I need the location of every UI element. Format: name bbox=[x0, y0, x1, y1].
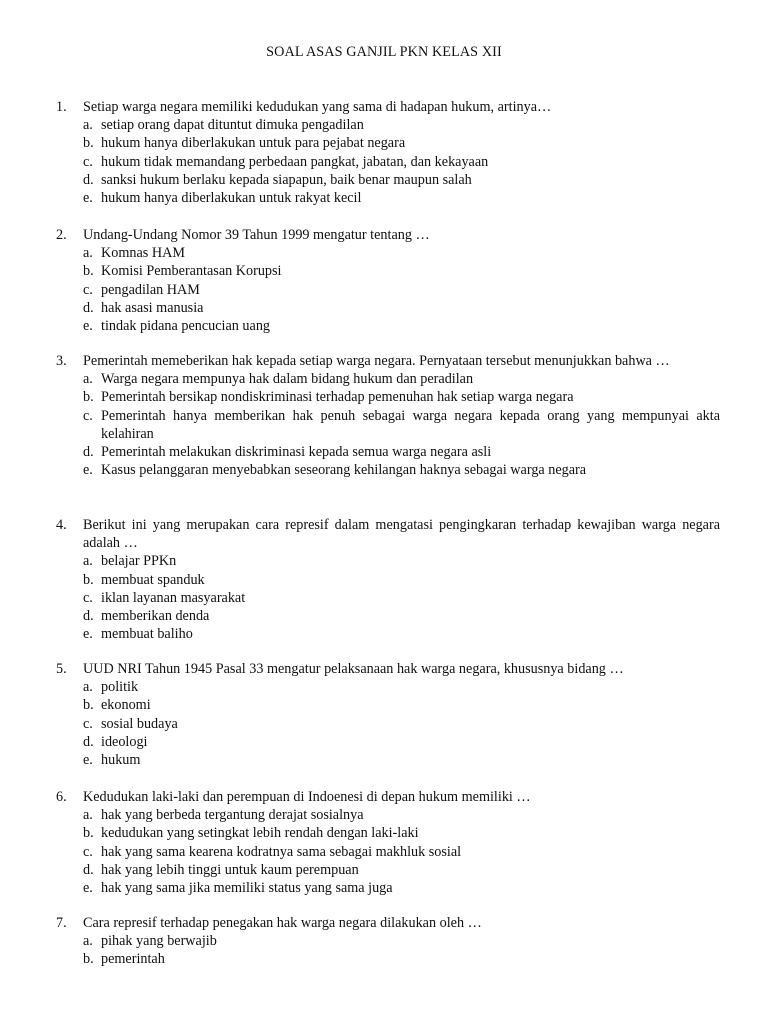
option-text: membuat baliho bbox=[101, 626, 193, 643]
option-text: belajar PPKn bbox=[101, 553, 177, 570]
option-b bbox=[56, 388, 720, 406]
question-5 bbox=[56, 660, 720, 769]
option-letter: d. bbox=[83, 444, 94, 461]
option-e bbox=[56, 751, 720, 769]
option-text: membuat spanduk bbox=[101, 571, 205, 588]
option-letter: b. bbox=[83, 389, 94, 406]
option-list bbox=[56, 244, 720, 335]
question-1 bbox=[56, 98, 720, 207]
question-text: Undang-Undang Nomor 39 Tahun 1999 mengatur tentang … bbox=[83, 227, 430, 243]
option-text: hak yang sama jika memiliki status yang sama juga bbox=[101, 880, 393, 897]
option-list bbox=[56, 806, 720, 897]
option-letter: c. bbox=[83, 843, 93, 860]
question-3 bbox=[56, 352, 720, 479]
option-text: Komisi Pemberantasan Korupsi bbox=[101, 263, 282, 280]
option-letter: c. bbox=[83, 407, 93, 424]
question-number: 2. bbox=[56, 227, 67, 243]
option-text: hak asasi manusia bbox=[101, 299, 204, 316]
option-letter: c. bbox=[83, 281, 93, 298]
option-b bbox=[56, 950, 720, 968]
question-number: 7. bbox=[56, 915, 67, 931]
option-text: pihak yang berwajib bbox=[101, 933, 217, 950]
option-c bbox=[56, 407, 720, 443]
option-text: sanksi hukum berlaku kepada siapapun, baik benar maupun salah bbox=[101, 171, 472, 188]
option-letter: a. bbox=[83, 679, 93, 696]
option-e bbox=[56, 625, 720, 643]
option-text: hak yang lebih tinggi untuk kaum perempuan bbox=[101, 861, 359, 878]
option-text: Warga negara mempunya hak dalam bidang hukum dan peradilan bbox=[101, 371, 474, 388]
option-letter: a. bbox=[83, 933, 93, 950]
option-e bbox=[56, 879, 720, 897]
option-list bbox=[56, 678, 720, 769]
option-a bbox=[56, 116, 720, 134]
question-text: Cara represif terhadap penegakan hak warga negara dilakukan oleh … bbox=[83, 915, 482, 931]
option-letter: a. bbox=[83, 553, 93, 570]
option-text: hukum hanya diberlakukan untuk rakyat kecil bbox=[101, 190, 362, 207]
option-text: iklan layanan masyarakat bbox=[101, 589, 246, 606]
option-a bbox=[56, 806, 720, 824]
option-e bbox=[56, 461, 720, 479]
option-text: sosial budaya bbox=[101, 715, 178, 732]
question-stem bbox=[56, 226, 720, 244]
question-stem bbox=[56, 98, 720, 116]
question-stem bbox=[56, 516, 720, 552]
option-b bbox=[56, 262, 720, 280]
option-letter: e. bbox=[83, 752, 93, 769]
option-b bbox=[56, 696, 720, 714]
option-letter: a. bbox=[83, 245, 93, 262]
question-number: 1. bbox=[56, 99, 67, 115]
option-letter: c. bbox=[83, 589, 93, 606]
option-b bbox=[56, 134, 720, 152]
option-list bbox=[56, 116, 720, 207]
option-a bbox=[56, 552, 720, 570]
option-text: kedudukan yang setingkat lebih rendah dengan laki-laki bbox=[101, 825, 419, 842]
option-d bbox=[56, 171, 720, 189]
question-number: 6. bbox=[56, 789, 67, 805]
option-text: Pemerintah hanya memberikan hak penuh sebagai warga negara kepada orang yang mempunyai akta kelahiran bbox=[101, 407, 720, 442]
option-c bbox=[56, 281, 720, 299]
option-d bbox=[56, 733, 720, 751]
option-letter: a. bbox=[83, 371, 93, 388]
option-letter: d. bbox=[83, 861, 94, 878]
option-c bbox=[56, 153, 720, 171]
option-text: hukum tidak memandang perbedaan pangkat, jabatan, dan kekayaan bbox=[101, 153, 489, 170]
option-a bbox=[56, 370, 720, 388]
option-list bbox=[56, 932, 720, 968]
option-letter: d. bbox=[83, 171, 94, 188]
option-text: Komnas HAM bbox=[101, 245, 185, 262]
question-text: Pemerintah memeberikan hak kepada setiap warga negara. Pernyataan tersebut menunjukkan bahwa … bbox=[83, 353, 670, 369]
option-text: hak yang berbeda tergantung derajat sosialnya bbox=[101, 807, 364, 824]
question-stem bbox=[56, 788, 720, 806]
option-letter: d. bbox=[83, 608, 94, 625]
option-letter: a. bbox=[83, 807, 93, 824]
option-d bbox=[56, 443, 720, 461]
option-letter: b. bbox=[83, 697, 94, 714]
option-b bbox=[56, 824, 720, 842]
option-text: memberikan denda bbox=[101, 608, 210, 625]
option-text: Kasus pelanggaran menyebabkan seseorang kehilangan haknya sebagai warga negara bbox=[101, 462, 587, 479]
page-title: SOAL ASAS GANJIL PKN KELAS XII bbox=[266, 44, 502, 60]
question-stem bbox=[56, 914, 720, 932]
option-letter: b. bbox=[83, 263, 94, 280]
option-letter: e. bbox=[83, 880, 93, 897]
option-text: ekonomi bbox=[101, 697, 151, 714]
option-text: Pemerintah melakukan diskriminasi kepada semua warga negara asli bbox=[101, 444, 492, 461]
option-list bbox=[56, 370, 720, 479]
option-b bbox=[56, 571, 720, 589]
option-list bbox=[56, 552, 720, 643]
option-text: politik bbox=[101, 679, 139, 696]
option-c bbox=[56, 843, 720, 861]
option-text: tindak pidana pencucian uang bbox=[101, 318, 271, 335]
option-a bbox=[56, 678, 720, 696]
option-text: pemerintah bbox=[101, 951, 165, 968]
option-letter: c. bbox=[83, 715, 93, 732]
option-e bbox=[56, 189, 720, 207]
option-a bbox=[56, 932, 720, 950]
option-letter: b. bbox=[83, 135, 94, 152]
option-c bbox=[56, 715, 720, 733]
option-a bbox=[56, 244, 720, 262]
option-letter: b. bbox=[83, 571, 94, 588]
option-d bbox=[56, 607, 720, 625]
option-text: pengadilan HAM bbox=[101, 281, 200, 298]
option-c bbox=[56, 589, 720, 607]
option-letter: e. bbox=[83, 462, 93, 479]
option-e bbox=[56, 317, 720, 335]
question-4 bbox=[56, 516, 720, 643]
question-stem bbox=[56, 352, 720, 370]
option-letter: d. bbox=[83, 299, 94, 316]
question-number: 4. bbox=[56, 517, 67, 533]
option-text: Pemerintah bersikap nondiskriminasi terhadap pemenuhan hak setiap warga negara bbox=[101, 389, 574, 406]
question-number: 5. bbox=[56, 661, 67, 677]
option-text: hak yang sama kearena kodratnya sama sebagai makhluk sosial bbox=[101, 843, 462, 860]
question-text: Setiap warga negara memiliki kedudukan yang sama di hadapan hukum, artinya… bbox=[83, 99, 552, 115]
option-letter: b. bbox=[83, 951, 94, 968]
option-text: setiap orang dapat dituntut dimuka pengadilan bbox=[101, 117, 364, 134]
option-letter: e. bbox=[83, 190, 93, 207]
question-2 bbox=[56, 226, 720, 335]
question-stem bbox=[56, 660, 720, 678]
option-letter: e. bbox=[83, 318, 93, 335]
option-text: hukum bbox=[101, 752, 141, 769]
option-letter: b. bbox=[83, 825, 94, 842]
question-text: Berikut ini yang merupakan cara represif dalam mengatasi pengingkaran terhadap kewajiban warga negara adalah … bbox=[83, 517, 720, 552]
option-d bbox=[56, 299, 720, 317]
option-text: hukum hanya diberlakukan untuk para pejabat negara bbox=[101, 135, 406, 152]
option-letter: d. bbox=[83, 733, 94, 750]
question-7 bbox=[56, 914, 720, 969]
option-letter: a. bbox=[83, 117, 93, 134]
option-d bbox=[56, 861, 720, 879]
option-letter: c. bbox=[83, 153, 93, 170]
question-6 bbox=[56, 788, 720, 897]
question-text: UUD NRI Tahun 1945 Pasal 33 mengatur pelaksanaan hak warga negara, khususnya bidang … bbox=[83, 661, 624, 677]
option-letter: e. bbox=[83, 626, 93, 643]
question-number: 3. bbox=[56, 353, 67, 369]
option-text: ideologi bbox=[101, 733, 148, 750]
question-text: Kedudukan laki-laki dan perempuan di Indoenesi di depan hukum memiliki … bbox=[83, 789, 531, 805]
